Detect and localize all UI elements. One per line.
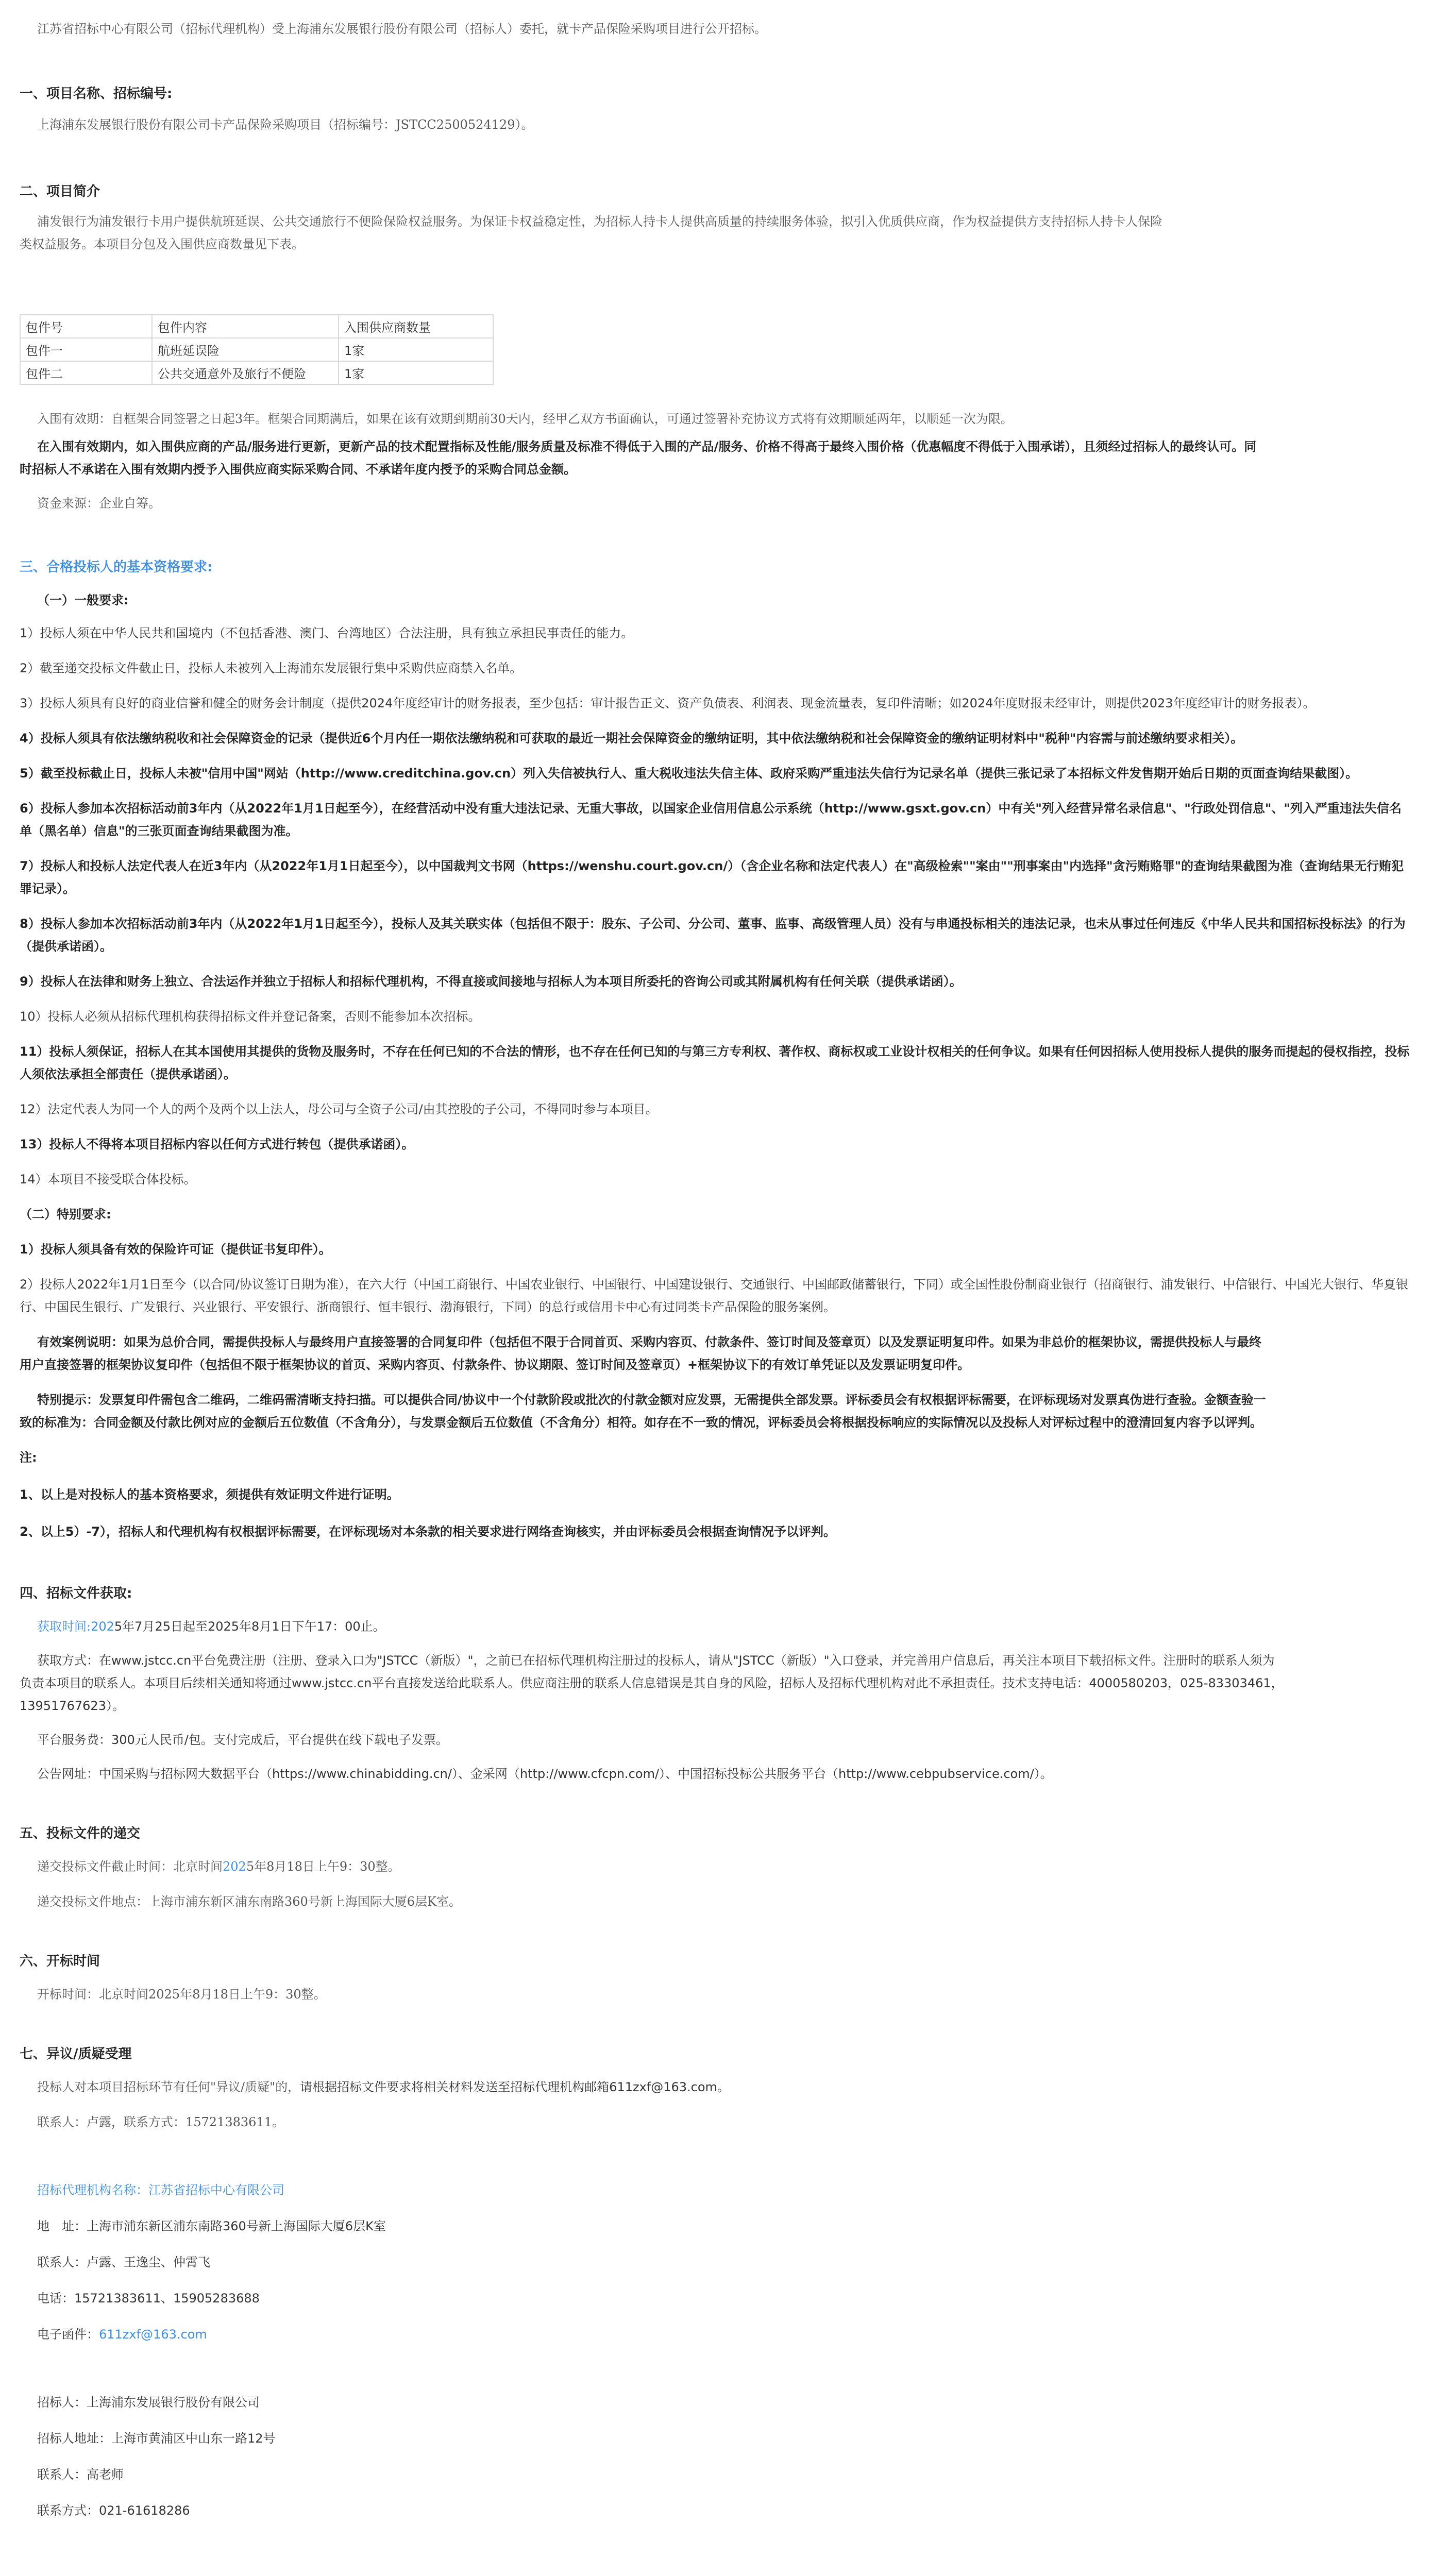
update-clause-line-1: 在入围有效期内，如入围供应商的产品/服务进行更新，更新产品的技术配置指标及性能/服务质量及标准不得低于入围的产品/服务、价格不得高于最终入围价格（优惠幅度不得低于入围承诺），且须经过招标人的最终认可。同 xyxy=(37,439,1257,454)
case-note-line-2: 用户直接签署的框架协议复印件（包括但不限于框架协议的首页、采购内容页、付款条件、协议期限、签订时间及签章页）+框架协议下的有效订单凭证以及发票证明复印件。 xyxy=(20,1358,970,1372)
agency-name: 招标代理机构名称：江苏省招标中心有限公司 xyxy=(37,2183,284,2197)
agency-phone: 电话：15721383611、15905283688 xyxy=(37,2291,260,2306)
agency-email-link[interactable]: 611zxf@163.com xyxy=(99,2327,207,2342)
general-requirements-title: （一）一般要求: xyxy=(37,593,129,607)
list-item: 3）投标人须具有良好的商业信誉和健全的财务会计制度（提供2024年度经审计的财务报表，至少包括：审计报告正文、资产负债表、利润表、现金流量表，复印件清晰；如2024年度财报未经审计，则提供2023年度经审计的财务报表）。 xyxy=(20,696,1316,710)
tenderer-phone: 联系方式：021-61618286 xyxy=(37,2503,190,2518)
list-item: 5）截至投标截止日，投标人未被"信用中国"网站（http://www.creditchina.gov.cn）列入失信被执行人、重大税收违法失信主体、政府采购严重违法失信行为记录名单（提供三张记录了本招标文件发售期开始后日期的页面查询结果截图）。 xyxy=(20,766,1358,781)
table-row xyxy=(20,338,493,361)
special-item: 2）投标人2022年1月1日至今（以合同/协议签订日期为准），在六大行（中国工商银行、中国农业银行、中国银行、中国建设银行、交通银行、中国邮政储蓄银行，下同）或全国性股份制商业银行（招商银行、浦发银行、中信银行、中国光大银行、华夏银行、中国民生银行、广发银行、兴业银行、平安银行、浙商银行、恒丰银行、渤海银行，下同）的总行或信用卡中心有过同类卡产品保险的服务案例。 xyxy=(20,1277,1408,1314)
submission-place: 递交投标文件地点：上海市浦东新区浦东南路360号新上海国际大厦6层K室。 xyxy=(37,1894,462,1909)
special-tip-line-1: 特别提示：发票复印件需包含二维码，二维码需清晰支持扫描。可以提供合同/协议中一个付款阶段或批次的付款金额对应发票，无需提供全部发票。评标委员会有权根据评标需要，在评标现场对发票真伪进行查验。金额查验一 xyxy=(37,1393,1266,1407)
list-item: 6）投标人参加本次招标活动前3年内（从2022年1月1日起至今），在经营活动中没有重大违法记录、无重大事故，以国家企业信用信息公示系统（http://www.gsxt.gov.cn）中有关"列入经营异常名录信息"、"行政处罚信息"、"列入严重违法失信名单（黑名单）信息"的三张页面查询结果截图为准。 xyxy=(20,801,1402,838)
funding-source: 资金来源：企业自筹。 xyxy=(37,496,161,511)
table-cell: 包件一 xyxy=(20,338,152,361)
table-header-row xyxy=(20,315,493,338)
list-item: 9）投标人在法律和财务上独立、合法运作并独立于招标人和招标代理机构，不得直接或间接地与招标人为本项目所委托的咨询公司或其附属机构有任何关联（提供承诺函）。 xyxy=(20,974,962,989)
project-name-text: 上海浦东发展银行股份有限公司卡产品保险采购项目（招标编号：JSTCC2500524129）。 xyxy=(37,117,534,132)
section-6-title: 六、开标时间 xyxy=(20,1954,100,1969)
note-item: 2、以上5）-7），招标人和代理机构有权根据评标需要，在评标现场对本条款的相关要求进行网络查询核实，并由评标委员会根据查询情况予以评判。 xyxy=(20,1524,836,1539)
tenderer-name: 招标人：上海浦东发展银行股份有限公司 xyxy=(37,2395,260,2410)
table-cell: 1家 xyxy=(339,338,493,361)
list-item: 2）截至递交投标文件截止日，投标人未被列入上海浦东发展银行集中采购供应商禁入名单。 xyxy=(20,661,522,675)
objection-text-part-2: 请根据招标文件要求将相关材料发送至招标代理机构邮箱611zxf@163.com。 xyxy=(300,2080,730,2094)
list-item: 1）投标人须在中华人民共和国境内（不包括香港、澳门、台湾地区）合法注册，具有独立承担民事责任的能力。 xyxy=(20,626,634,640)
update-clause-line-2: 时招标人不承诺在入围有效期内授予入围供应商实际采购合同、不承诺年度内授予的采购合同总金额。 xyxy=(20,462,576,477)
list-item: 12）法定代表人为同一个人的两个及两个以上法人，母公司与全资子公司/由其控股的子公司，不得同时参与本项目。 xyxy=(20,1102,658,1116)
announcement-sites: 公告网址：中国采购与招标网大数据平台（https://www.chinabidding.cn/）、金采网（http://www.cfcpn.com/）、中国招标投标公共服务平台（http://www.cebpubservice.com/）。 xyxy=(37,1767,1053,1781)
special-item: 1）投标人须具备有效的保险许可证（提供证书复印件）。 xyxy=(20,1242,331,1257)
list-item: 13）投标人不得将本项目招标内容以任何方式进行转包（提供承诺函）。 xyxy=(20,1137,414,1151)
submission-deadline-label: 递交投标文件截止时间：北京时间 xyxy=(37,1859,223,1874)
general-requirements-list xyxy=(20,622,1412,1191)
acquire-method-line-3: 13951767623）。 xyxy=(20,1699,125,1713)
list-item: 11）投标人须保证，招标人在其本国使用其提供的货物及服务时，不存在任何已知的不合法的情形，也不存在任何已知的与第三方专利权、著作权、商标权或工业设计权相关的任何争议。如果有任何因招标人使用投标人提供的服务而提起的侵权指控，投标人须依法承担全部责任（提供承诺函）。 xyxy=(20,1044,1410,1081)
opening-time: 开标时间：北京时间2025年8月18日上午9：30整。 xyxy=(37,1987,326,2002)
package-table xyxy=(20,314,494,385)
list-item: 7）投标人和投标人法定代表人在近3年内（从2022年1月1日起至今），以中国裁判文书网（https://wenshu.court.gov.cn/）（含企业名称和法定代表人）在"高级检索""案由""刑事案由"内选择"贪污贿赂罪"的查询结果截图为准（查询结果无行贿犯罪记录）。 xyxy=(20,859,1404,896)
intro-paragraph: 江苏省招标中心有限公司（招标代理机构）受上海浦东发展银行股份有限公司（招标人）委托，就卡产品保险采购项目进行公开招标。 xyxy=(37,22,767,36)
acquire-method-line-1: 获取方式：在www.jstcc.cn平台免费注册（注册、登录入口为"JSTCC（新版）"，之前已在招标代理机构注册过的投标人，请从"JSTCC（新版）"入口登录，并完善用户信息后，再关注本项目下载招标文件。注册时的联系人须为 xyxy=(37,1653,1275,1668)
table-header-cell: 包件内容 xyxy=(152,315,339,338)
list-item: 4）投标人须具有依法缴纳税收和社会保障资金的记录（提供近6个月内任一期依法缴纳税和可获取的最近一期社会保障资金的缴纳证明，其中依法缴纳税和社会保障资金的缴纳证明材料中"税种"内容需与前述缴纳要求相关）。 xyxy=(20,731,1243,745)
table-row xyxy=(20,361,493,384)
section-5-title: 五、投标文件的递交 xyxy=(20,1826,141,1841)
list-item: 14）本项目不接受联合体投标。 xyxy=(20,1172,196,1187)
special-tip-line-2: 致的标准为：合同金额及付款比例对应的金额后五位数值（不含角分），与发票金额后五位数值（不含角分）相符。如存在不一致的情况，评标委员会将根据投标响应的实际情况以及投标人对评标过程中的澄清回复内容予以评判。 xyxy=(20,1415,1262,1430)
section-1-title: 一、项目名称、招标编号: xyxy=(20,86,173,101)
section-2-title: 二、项目简介 xyxy=(20,184,100,199)
validity-paragraph: 入围有效期：自框架合同签署之日起3年。框架合同期满后，如果在该有效期到期前30天内，经甲乙双方书面确认，可通过签署补充协议方式将有效期顺延两年，以顺延一次为限。 xyxy=(37,412,1013,426)
objection-contact: 联系人：卢露，联系方式：15721383611。 xyxy=(37,2115,284,2129)
table-cell: 1家 xyxy=(339,361,493,384)
list-item: 8）投标人参加本次招标活动前3年内（从2022年1月1日起至今），投标人及其关联实体（包括但不限于：股东、子公司、分公司、董事、监事、高级管理人员）没有与串通投标相关的违法记录，也未从事过任何违反《中华人民共和国招标投标法》的行为（提供承诺函）。 xyxy=(20,917,1406,954)
section-7-title: 七、异议/质疑受理 xyxy=(20,2046,132,2062)
project-intro-line-2: 类权益服务。本项目分包及入围供应商数量见下表。 xyxy=(20,237,304,251)
acquire-time-highlight: 202 xyxy=(91,1619,114,1634)
case-note-line-1: 有效案例说明：如果为总价合同，需提供投标人与最终用户直接签署的合同复印件（包括但不限于合同首页、采购内容页、付款条件、签订时间及签章页）以及发票证明复印件。如果为非总价的框架协议，需提供投标人与最终 xyxy=(37,1335,1261,1349)
agency-contacts: 联系人：卢露、王逸尘、仲霄飞 xyxy=(37,2255,210,2269)
submission-deadline-highlight: 202 xyxy=(223,1859,246,1874)
agency-email xyxy=(20,2323,1412,2346)
list-item: 10）投标人必须从招标代理机构获得招标文件并登记备案，否则不能参加本次招标。 xyxy=(20,1009,481,1024)
objection-text-part-1: 投标人对本项目招标环节有任何"异议/质疑"的， xyxy=(37,2080,300,2094)
section-4-title: 四、招标文件获取: xyxy=(20,1586,132,1601)
table-cell: 包件二 xyxy=(20,361,152,384)
table-cell: 航班延误险 xyxy=(152,338,339,361)
table-header-cell: 入围供应商数量 xyxy=(339,315,493,338)
table-cell: 公共交通意外及旅行不便险 xyxy=(152,361,339,384)
acquire-time-value: 5年7月25日起至2025年8月1日下午17：00止。 xyxy=(114,1619,385,1634)
project-intro-line-1: 浦发银行为浦发银行卡用户提供航班延误、公共交通旅行不便险保险权益服务。为保证卡权益稳定性，为招标人持卡人提供高质量的持续服务体验，拟引入优质供应商，作为权益提供方支持招标人持卡人保险 xyxy=(37,214,1162,229)
acquire-method-line-2: 负责本项目的联系人。本项目后续相关通知将通过www.jstcc.cn平台直接发送给此联系人。供应商注册的联系人信息错误是其自身的风险，招标人及招标代理机构对此不承担责任。技术支持电话：4000580203，025-83303461， xyxy=(20,1676,1284,1690)
tenderer-contact: 联系人：高老师 xyxy=(37,2467,124,2482)
special-requirements-title: （二）特别要求: xyxy=(20,1207,111,1222)
section-3-title: 三、合格投标人的基本资格要求: xyxy=(20,560,213,575)
acquire-time xyxy=(20,1615,1412,1638)
submission-deadline-value: 5年8月18日上午9：30整。 xyxy=(246,1859,400,1874)
note-title: 注: xyxy=(20,1450,37,1465)
acquire-time-label: 获取时间: xyxy=(37,1619,91,1634)
objection-text xyxy=(20,2076,1412,2098)
agency-address: 地 址：上海市浦东新区浦东南路360号新上海国际大厦6层K室 xyxy=(37,2219,386,2233)
platform-fee: 平台服务费：300元人民币/包。支付完成后，平台提供在线下载电子发票。 xyxy=(37,1733,448,1747)
agency-email-label: 电子函件： xyxy=(37,2327,99,2342)
submission-deadline xyxy=(20,1855,1412,1878)
table-header-cell: 包件号 xyxy=(20,315,152,338)
note-item: 1、以上是对投标人的基本资格要求，须提供有效证明文件进行证明。 xyxy=(20,1487,399,1502)
tenderer-address: 招标人地址：上海市黄浦区中山东一路12号 xyxy=(37,2431,276,2446)
